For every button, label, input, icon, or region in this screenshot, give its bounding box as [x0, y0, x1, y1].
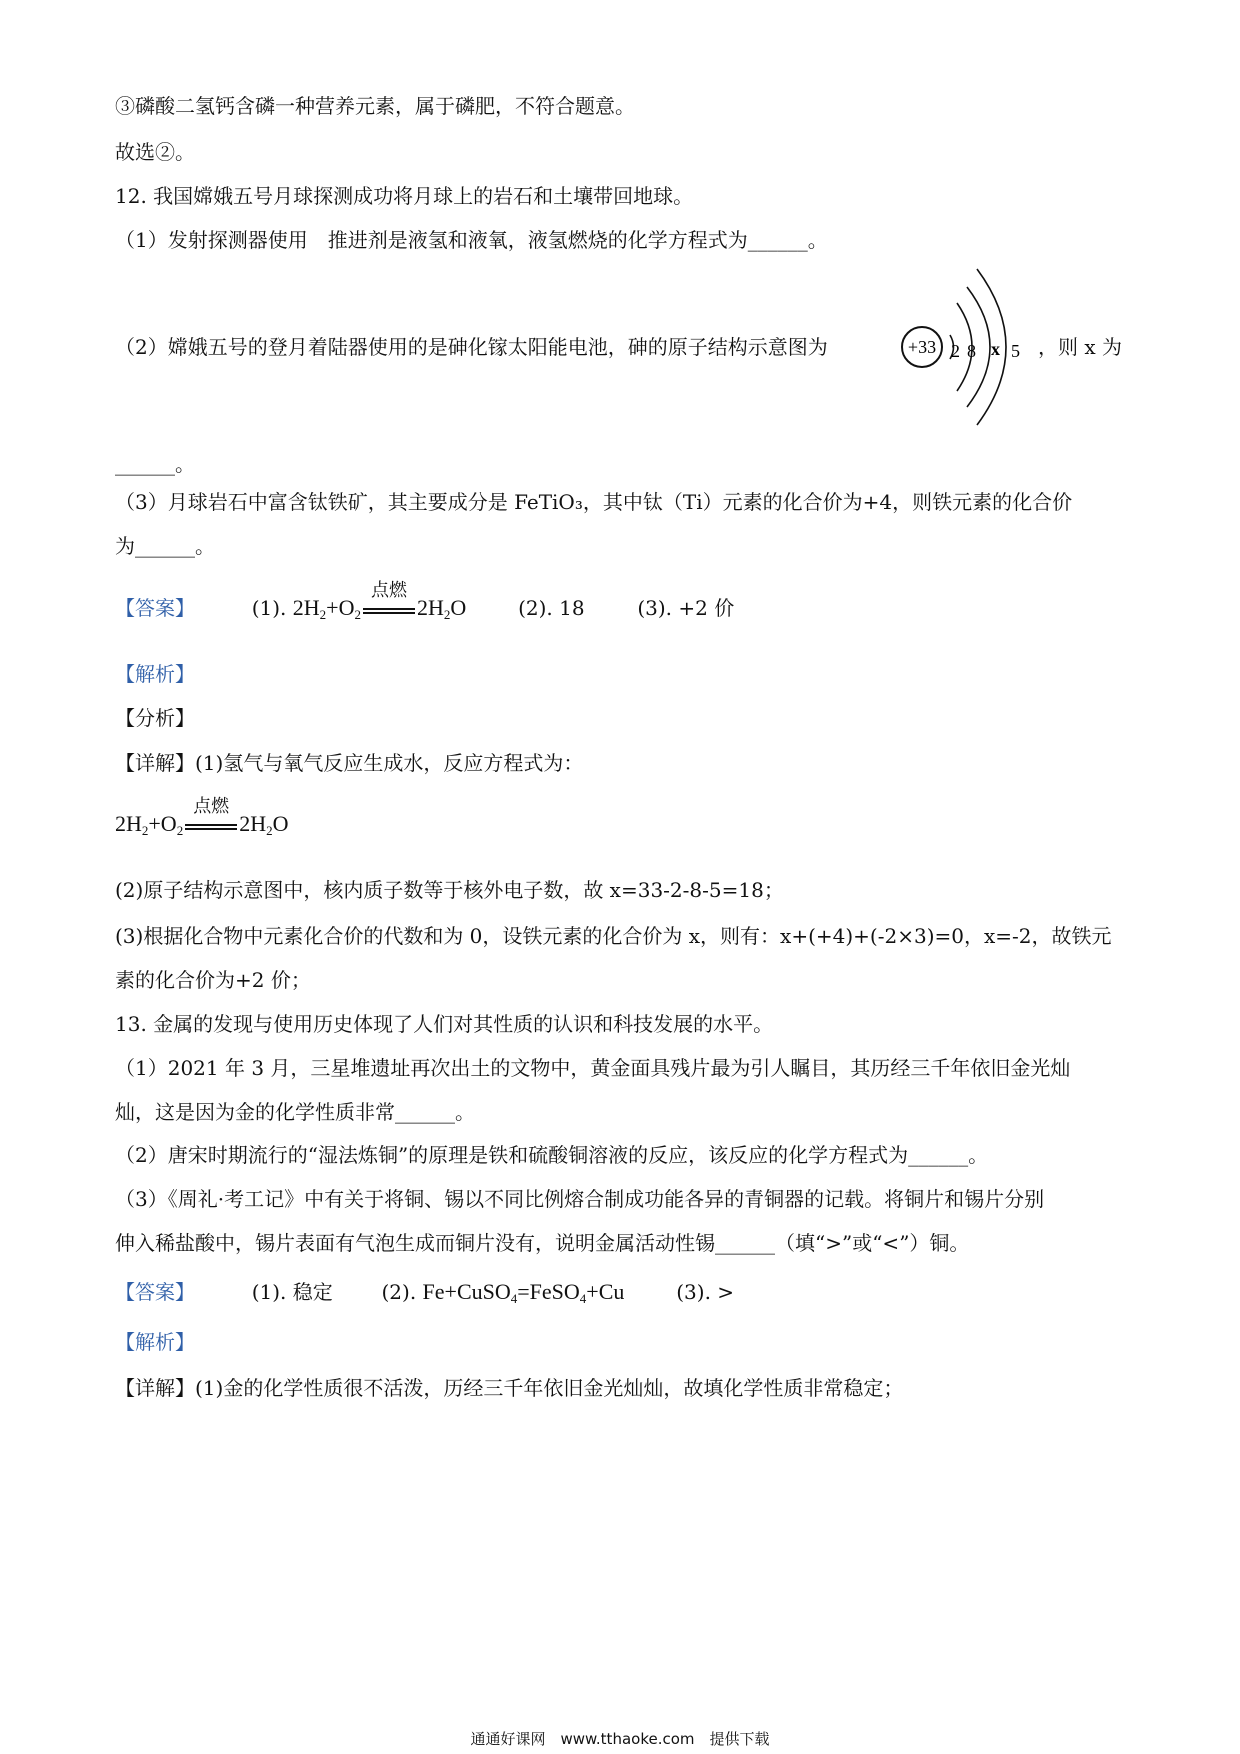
- answer-12-equation: $2H_2+O_2$ 点燃 $2H_2O$: [292, 579, 467, 622]
- line-2: 故选②。: [115, 140, 195, 164]
- q12-part2: [115, 333, 828, 361]
- q12-part1: （1）发射探测器使用 推进剂是液氢和液氧，液氢燃烧的化学方程式为______。: [115, 228, 828, 252]
- detail-12-part2: (2)原子结构示意图中，核内质子数等于核外电子数，故 x=33-2-8-5=18；: [115, 878, 784, 902]
- question-13: 13. 金属的发现与使用历史体现了人们对其性质的认识和科技发展的水平。: [115, 1012, 774, 1036]
- answer-12-part3: (3). +2 价: [637, 596, 735, 620]
- nucleus-label: +33: [907, 337, 937, 357]
- q13-part3-a: （3）《周礼·考工记》中有关于将铜、锡以不同比例熔合制成功能各异的青铜器的记载。将铜片和锡片分别: [115, 1187, 1045, 1211]
- answer-12-part2: (2). 18: [518, 596, 585, 620]
- reaction-arrow: 点燃: [363, 601, 415, 619]
- shell-count-2: 8: [967, 341, 976, 361]
- detail-12-equation: $2H_2+O_2$ 点燃 $2H_2O$: [115, 795, 289, 838]
- answer-13: [115, 1278, 734, 1313]
- q12-part3-b: 为______。: [115, 534, 215, 558]
- answer-12-part1-label: (1).: [251, 596, 287, 620]
- line-1: ③磷酸二氢钙含磷一种营养元素，属于磷肥，不符合题意。: [115, 94, 635, 118]
- shell-count-3: x: [991, 339, 1000, 359]
- analysis-12-label: 【解析】: [115, 662, 195, 686]
- q13-part2: （2）唐宋时期流行的“湿法炼铜”的原理是铁和硫酸铜溶液的反应，该反应的化学方程式为______。: [115, 1143, 989, 1167]
- answer-13-part1: (1). 稳定: [251, 1280, 333, 1304]
- reaction-arrow: 点燃: [185, 817, 237, 835]
- answer-13-equation: Fe+CuSO$_4$=FeSO$_4$+Cu: [422, 1279, 625, 1306]
- q13-part3-b: 伸入稀盐酸中，锡片表面有气泡生成而铜片没有，说明金属活动性锡______（填“>”或“<”）铜。: [115, 1231, 970, 1255]
- answer-13-part3: (3). >: [676, 1280, 735, 1304]
- atom-structure-diagram: [895, 265, 1035, 435]
- q13-part1-b: 灿，这是因为金的化学性质非常______。: [115, 1100, 475, 1124]
- q13-part1-a: （1）2021 年 3 月，三星堆遗址再次出土的文物中，黄金面具残片最为引人瞩目，其历经三千年依旧金光灿: [115, 1056, 1071, 1080]
- question-12: 12. 我国嫦娥五号月球探测成功将月球上的岩石和土壤带回地球。: [115, 184, 694, 208]
- page-footer: 通通好课网 www.tthaoke.com 提供下载: [470, 1730, 770, 1748]
- q12-part3-a: （3）月球岩石中富含钛铁矿，其主要成分是 FeTiO₃，其中钛（Ti）元素的化合价为+4，则铁元素的化合价: [115, 490, 1073, 514]
- analysis-13-label: 【解析】: [115, 1330, 195, 1354]
- detail-12-intro: 【详解】(1)氢气与氧气反应生成水，反应方程式为：: [115, 751, 584, 775]
- answer-12: [115, 579, 735, 629]
- detail-13-part1: 【详解】(1)金的化学性质很不活泼，历经三千年依旧金光灿灿，故填化学性质非常稳定；: [115, 1376, 904, 1400]
- answer-label: 【答案】: [115, 596, 195, 620]
- shell-count-4: 5: [1011, 341, 1020, 361]
- fenxi-12-label: 【分析】: [115, 706, 195, 730]
- q12-part2-blank: ______。: [115, 452, 195, 476]
- detail-12-part3-b: 素的化合价为+2 价；: [115, 968, 311, 992]
- detail-12-part3-a: (3)根据化合物中元素化合价的代数和为 0，设铁元素的化合价为 x，则有：x+(+4)+(-2×3)=0，x=-2，故铁元: [115, 924, 1112, 948]
- answer-13-part2-label: (2).: [381, 1280, 417, 1304]
- q12-part2-suffix: ，则 x 为: [1038, 335, 1122, 359]
- answer-label: 【答案】: [115, 1280, 195, 1304]
- q12-part2-text: （2）嫦娥五号的登月着陆器使用的是砷化镓太阳能电池，砷的原子结构示意图为: [115, 335, 828, 359]
- shell-count-1: 2: [951, 341, 960, 361]
